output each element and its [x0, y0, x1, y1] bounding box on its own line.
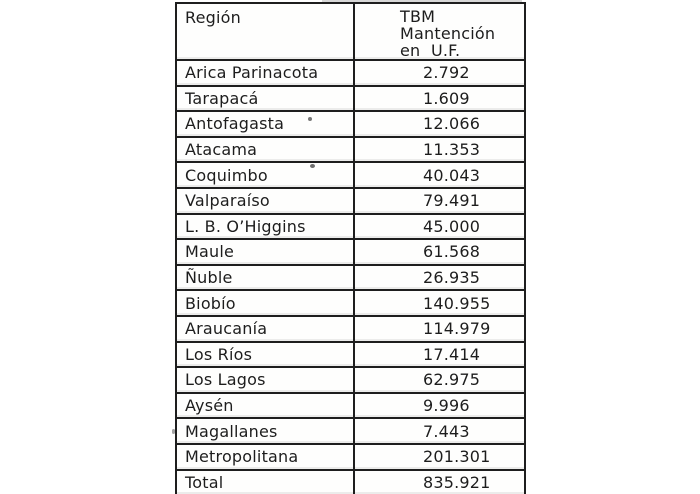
tbm-value: 45.000: [354, 214, 525, 240]
region-tbm-table: [175, 2, 526, 494]
table-row: [176, 342, 525, 368]
region-name: Antofagasta: [176, 111, 354, 137]
tbm-value: 11.353: [354, 137, 525, 163]
table-row: [176, 316, 525, 342]
region-name: Los Ríos: [176, 342, 354, 368]
scan-artifact-dot: [308, 117, 312, 121]
table-row: [176, 290, 525, 316]
region-name: L. B. O’Higgins: [176, 214, 354, 240]
tbm-value: 62.975: [354, 367, 525, 393]
region-name: Magallanes: [176, 418, 354, 444]
region-name: Coquimbo: [176, 162, 354, 188]
region-name: Tarapacá: [176, 86, 354, 112]
tbm-value: 40.043: [354, 162, 525, 188]
tbm-value: 61.568: [354, 239, 525, 265]
region-name: Los Lagos: [176, 367, 354, 393]
table-row: [176, 393, 525, 419]
region-name: Aysén: [176, 393, 354, 419]
table-row: [176, 265, 525, 291]
table-row: [176, 111, 525, 137]
region-name: Ñuble: [176, 265, 354, 291]
header-line-en-uf: en U.F.: [400, 41, 461, 60]
table-row: [176, 188, 525, 214]
table-row: [176, 162, 525, 188]
table-row: [176, 444, 525, 470]
header-line-tbm: TBM: [400, 7, 436, 26]
total-label: Total: [176, 470, 354, 494]
tbm-value: 201.301: [354, 444, 525, 470]
tbm-value: 9.996: [354, 393, 525, 419]
tbm-value: 79.491: [354, 188, 525, 214]
table-row: [176, 418, 525, 444]
table-row: [176, 239, 525, 265]
column-header-region: Región: [176, 3, 354, 60]
table-row: [176, 60, 525, 86]
table-row: [176, 137, 525, 163]
region-name: Biobío: [176, 290, 354, 316]
region-name: Metropolitana: [176, 444, 354, 470]
region-name: Maule: [176, 239, 354, 265]
tbm-value: 114.979: [354, 316, 525, 342]
table-row: [176, 86, 525, 112]
table-row: [176, 214, 525, 240]
tbm-value: 17.414: [354, 342, 525, 368]
table-header-row: [176, 3, 525, 60]
scan-artifact-mark: [172, 429, 175, 434]
header-line-mantencion: Mantención: [400, 24, 496, 43]
total-value: 835.921: [354, 470, 525, 494]
table-row: [176, 367, 525, 393]
region-name: Atacama: [176, 137, 354, 163]
region-name: Arica Parinacota: [176, 60, 354, 86]
region-name: Araucanía: [176, 316, 354, 342]
column-header-tbm-mantencion: [354, 3, 525, 60]
tbm-value: 7.443: [354, 418, 525, 444]
table-row-total: [176, 470, 525, 494]
tbm-value: 12.066: [354, 111, 525, 137]
tbm-value: 140.955: [354, 290, 525, 316]
region-name: Valparaíso: [176, 188, 354, 214]
tbm-value: 1.609: [354, 86, 525, 112]
tbm-value: 26.935: [354, 265, 525, 291]
scan-artifact-dot: [310, 164, 315, 168]
tbm-value: 2.792: [354, 60, 525, 86]
